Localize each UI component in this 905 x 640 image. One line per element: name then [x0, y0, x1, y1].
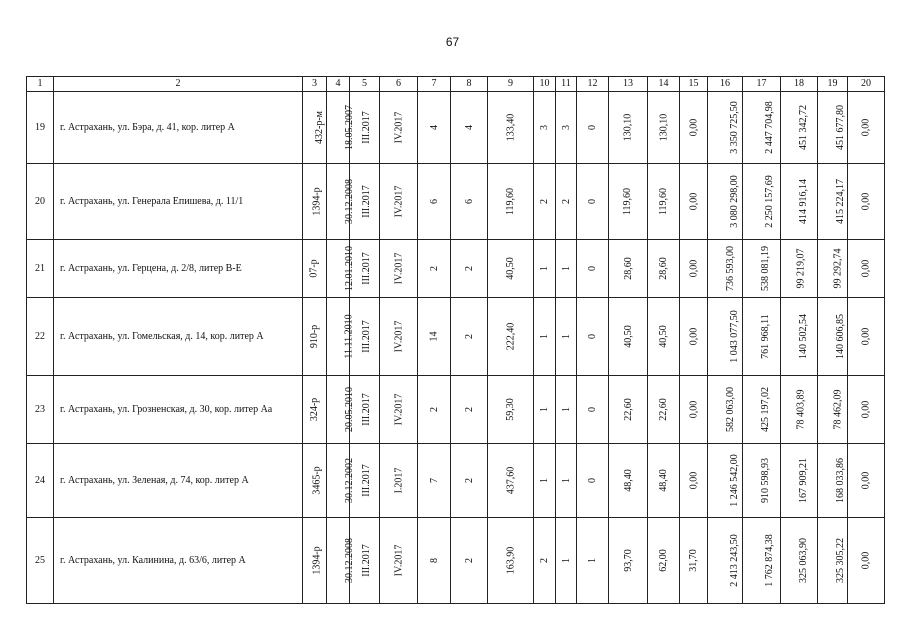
cell-value: 93,70 — [622, 549, 634, 572]
cell-value: 1 246 542,00 — [728, 454, 740, 507]
cell-value: 0,00 — [860, 192, 872, 211]
cell-value: 0 — [587, 199, 598, 204]
table-cell — [743, 444, 781, 518]
cell-value: 910 598,93 — [760, 458, 771, 503]
cell-value: 0,00 — [860, 118, 872, 137]
table-cell — [708, 518, 743, 604]
cell-value: 28,60 — [658, 257, 669, 280]
table-cell — [818, 164, 848, 240]
column-number-header: 13 — [609, 77, 648, 92]
table-cell — [534, 298, 556, 376]
table-cell — [556, 444, 577, 518]
cell-value: I.2017 — [393, 467, 404, 494]
table-cell — [818, 92, 848, 164]
cell-value: 1 — [560, 478, 572, 483]
cell-value: 99 219,07 — [795, 248, 807, 289]
row-number-cell: 23 — [27, 376, 54, 444]
row-number-cell: 22 — [27, 298, 54, 376]
column-number-header: 14 — [648, 77, 680, 92]
cell-value: IV.2017 — [392, 252, 404, 285]
cell-value: 1 — [539, 407, 550, 412]
column-number-header: 12 — [577, 77, 609, 92]
cell-value: IV.2017 — [392, 320, 404, 353]
table-cell — [818, 298, 848, 376]
cell-value: 2 250 157,69 — [763, 175, 775, 228]
table-cell — [609, 164, 648, 240]
column-number-header: 9 — [488, 77, 534, 92]
table-cell — [609, 240, 648, 298]
table-cell — [303, 444, 327, 518]
cell-value: 2 — [539, 199, 550, 204]
cell-value: 0 — [587, 407, 598, 412]
table-cell — [680, 298, 708, 376]
table-cell — [781, 518, 818, 604]
cell-value: 78 462,09 — [832, 389, 844, 430]
table-cell — [451, 444, 488, 518]
table-cell — [556, 298, 577, 376]
cell-value: 22,60 — [658, 398, 669, 421]
row-number-cell: 25 — [27, 518, 54, 604]
table-cell — [418, 164, 451, 240]
cell-value: 119,60 — [504, 187, 516, 216]
table-cell — [609, 376, 648, 444]
address-cell: г. Астрахань, ул. Калинина, д. 63/6, литер А — [54, 518, 303, 604]
cell-value: 14 — [428, 331, 440, 342]
cell-value: 1 762 874,38 — [763, 534, 775, 587]
cell-value: 30.12.2008 — [344, 538, 355, 583]
table-cell — [648, 376, 680, 444]
cell-value: 2 — [428, 407, 440, 412]
table-cell — [534, 376, 556, 444]
table-cell — [781, 240, 818, 298]
table-cell — [609, 298, 648, 376]
cell-value: 3 — [560, 125, 572, 130]
table-cell — [488, 164, 534, 240]
cell-value: 1 — [560, 266, 572, 271]
table-cell — [556, 518, 577, 604]
cell-value: 2 — [539, 558, 550, 563]
table-cell — [781, 164, 818, 240]
table-cell — [380, 164, 418, 240]
cell-value: 1394-р — [311, 546, 323, 575]
table-cell — [451, 518, 488, 604]
table-cell — [848, 92, 885, 164]
column-number-header: 5 — [350, 77, 380, 92]
cell-value: 1 043 077,50 — [728, 310, 740, 363]
table-cell — [648, 240, 680, 298]
cell-value: 222,40 — [505, 322, 516, 351]
table-cell — [648, 164, 680, 240]
cell-value: 0,00 — [688, 118, 699, 137]
cell-value: 8 — [428, 558, 440, 563]
table-cell — [743, 376, 781, 444]
table-cell — [380, 376, 418, 444]
table-cell — [743, 92, 781, 164]
table-cell — [577, 240, 609, 298]
table-cell — [380, 240, 418, 298]
address-cell: г. Астрахань, ул. Зеленая, д. 74, кор. литер А — [54, 444, 303, 518]
table-row — [27, 92, 885, 164]
header-row — [27, 77, 885, 92]
cell-value: 451 342,72 — [798, 105, 809, 150]
cell-value: IV.2017 — [392, 393, 404, 426]
cell-value: 20.05.2010 — [344, 387, 355, 432]
cell-value: 18.05.2007 — [344, 105, 355, 150]
table-cell — [708, 444, 743, 518]
cell-value: 62,00 — [658, 549, 669, 572]
cell-value: 40,50 — [658, 325, 669, 348]
column-number-header: 3 — [303, 77, 327, 92]
cell-value: 0 — [587, 125, 598, 130]
cell-value: 325 305,22 — [835, 538, 846, 583]
column-number-header: 16 — [708, 77, 743, 92]
table-cell — [781, 376, 818, 444]
table-cell — [303, 164, 327, 240]
cell-value: 425 197,02 — [760, 387, 771, 432]
address-cell: г. Астрахань, ул. Грозненская, д. 30, кор. литер Аа — [54, 376, 303, 444]
table-cell — [303, 518, 327, 604]
table-cell — [781, 298, 818, 376]
cell-value: 78 403,89 — [795, 389, 807, 430]
column-number-header: 11 — [556, 77, 577, 92]
table-cell — [534, 444, 556, 518]
table-cell — [708, 92, 743, 164]
cell-value: 22,60 — [622, 398, 634, 421]
table-cell — [327, 240, 355, 298]
table-cell — [488, 518, 534, 604]
cell-value: 163,90 — [505, 546, 516, 575]
table-cell — [680, 518, 708, 604]
cell-value: 140 606,85 — [835, 314, 846, 359]
cell-value: 415 224,17 — [835, 179, 846, 224]
table-cell — [680, 376, 708, 444]
table-cell — [451, 298, 488, 376]
table-cell — [380, 518, 418, 604]
table-cell — [451, 92, 488, 164]
table-cell — [743, 240, 781, 298]
table-cell — [708, 298, 743, 376]
cell-value: 0 — [587, 334, 598, 339]
cell-value: IV.2017 — [392, 111, 404, 144]
table-cell — [743, 518, 781, 604]
address-cell: г. Астрахань, ул. Бэра, д. 41, кор. литер А — [54, 92, 303, 164]
cell-value: 6 — [463, 199, 475, 204]
table-cell — [488, 376, 534, 444]
cell-value: 7 — [428, 478, 440, 483]
cell-value: 140 502,54 — [798, 314, 809, 359]
table-cell — [327, 444, 355, 518]
column-number-header: 6 — [380, 77, 418, 92]
table-row — [27, 444, 885, 518]
table-cell — [680, 240, 708, 298]
table-cell — [418, 376, 451, 444]
cell-value: 48,40 — [658, 469, 669, 492]
cell-value: 167 909,21 — [798, 458, 809, 503]
table-cell — [577, 376, 609, 444]
cell-value: 325 063,90 — [798, 538, 809, 583]
cell-value: 2 — [428, 266, 440, 271]
cell-value: 28,60 — [622, 257, 634, 280]
cell-value: 4 — [428, 125, 440, 130]
table-cell — [451, 164, 488, 240]
cell-value: 0,00 — [688, 400, 699, 419]
cell-value: 40,50 — [622, 325, 634, 348]
column-number-header: 8 — [451, 77, 488, 92]
cell-value: 40,50 — [505, 257, 516, 280]
cell-value: 2 — [463, 558, 475, 563]
table-cell — [303, 240, 327, 298]
table-cell — [680, 92, 708, 164]
cell-value: 3 080 298,00 — [728, 175, 740, 228]
cell-value: 0,00 — [688, 327, 699, 346]
table-cell — [648, 518, 680, 604]
cell-value: 0 — [587, 478, 598, 483]
table-cell — [534, 164, 556, 240]
table-cell — [848, 518, 885, 604]
table-cell — [818, 376, 848, 444]
table-cell — [418, 92, 451, 164]
cell-value: 3 — [539, 125, 550, 130]
table-cell — [556, 92, 577, 164]
cell-value: 2 — [463, 334, 475, 339]
cell-value: 1394-р — [311, 187, 323, 216]
table-cell — [818, 240, 848, 298]
table-cell — [418, 444, 451, 518]
cell-value: 1 — [587, 558, 598, 563]
table-cell — [648, 298, 680, 376]
table-cell — [609, 518, 648, 604]
table-cell — [303, 298, 327, 376]
column-number-header: 15 — [680, 77, 708, 92]
cell-value: 2 413 243,50 — [728, 534, 740, 587]
row-number-cell: 24 — [27, 444, 54, 518]
table-cell — [680, 164, 708, 240]
table-cell — [327, 164, 355, 240]
table-cell — [609, 444, 648, 518]
table-cell — [781, 444, 818, 518]
cell-value: 761 968,11 — [759, 314, 771, 359]
column-number-header: 1 — [27, 77, 54, 92]
table-cell — [577, 164, 609, 240]
table-cell — [418, 298, 451, 376]
table-cell — [648, 92, 680, 164]
cell-value: 48,40 — [622, 469, 634, 492]
table-cell — [534, 518, 556, 604]
cell-value: 119,60 — [657, 187, 669, 216]
cell-value: 3 350 725,50 — [728, 101, 740, 154]
column-number-header: 4 — [327, 77, 350, 92]
table-cell — [781, 92, 818, 164]
table-cell — [818, 444, 848, 518]
cell-value: 133,40 — [505, 113, 516, 142]
table-cell — [451, 240, 488, 298]
cell-value: III.2017 — [360, 111, 372, 144]
column-number-header: 10 — [534, 77, 556, 92]
cell-value: 12.01.2010 — [344, 246, 355, 291]
cell-value: 538 081,19 — [760, 246, 771, 291]
cell-value: 324-р — [309, 397, 321, 422]
address-cell: г. Астрахань, ул. Гомельская, д. 14, кор. литер А — [54, 298, 303, 376]
table-cell — [327, 298, 355, 376]
cell-value: 2 447 704,98 — [763, 101, 775, 154]
cell-value: 0,00 — [860, 471, 872, 490]
cell-value: 130,10 — [622, 113, 634, 142]
cell-value: 2 — [560, 199, 572, 204]
address-cell: г. Астрахань, ул. Герцена, д. 2/8, литер В-Е — [54, 240, 303, 298]
cell-value: 59,30 — [505, 398, 516, 421]
cell-value: III.2017 — [360, 393, 372, 426]
table-cell — [488, 444, 534, 518]
table-row — [27, 376, 885, 444]
table-cell — [534, 92, 556, 164]
table-cell — [708, 164, 743, 240]
table-cell — [848, 298, 885, 376]
housing-register-table — [26, 76, 885, 604]
cell-value: 0,00 — [688, 259, 699, 278]
cell-value: 451 677,80 — [835, 105, 846, 150]
table-cell — [488, 240, 534, 298]
cell-value: 99 292,74 — [832, 248, 844, 289]
cell-value: 736 593,00 — [725, 246, 736, 291]
column-number-header: 19 — [818, 77, 848, 92]
table-cell — [577, 518, 609, 604]
cell-value: 582 063,00 — [725, 387, 736, 432]
column-number-header: 2 — [54, 77, 303, 92]
cell-value: 2 — [463, 407, 475, 412]
cell-value: 11.11.2010 — [343, 314, 355, 359]
cell-value: 07-р — [309, 259, 320, 278]
cell-value: IV.2017 — [392, 185, 404, 218]
table-cell — [848, 444, 885, 518]
page-number: 67 — [445, 35, 460, 49]
cell-value: IV.2017 — [392, 544, 404, 577]
cell-value: 31,70 — [688, 549, 699, 572]
cell-value: 437,60 — [505, 466, 516, 495]
cell-value: 3465-р — [311, 466, 323, 495]
table-cell — [488, 92, 534, 164]
table-cell — [303, 92, 327, 164]
address-cell: г. Астрахань, ул. Генерала Епишева, д. 11/1 — [54, 164, 303, 240]
table-row — [27, 298, 885, 376]
cell-value: 1 — [560, 558, 572, 563]
table-cell — [303, 376, 327, 444]
column-number-header: 7 — [418, 77, 451, 92]
table-cell — [577, 92, 609, 164]
cell-value: 0,00 — [860, 400, 872, 419]
cell-value: 1 — [560, 407, 572, 412]
cell-value: 0,00 — [860, 327, 872, 346]
cell-value: 1 — [539, 334, 550, 339]
table-cell — [648, 444, 680, 518]
cell-value: III.2017 — [360, 252, 372, 285]
table-row — [27, 518, 885, 604]
cell-value: 30.12.2008 — [344, 179, 355, 224]
cell-value: 2 — [463, 266, 475, 271]
table-cell — [848, 376, 885, 444]
table-cell — [556, 164, 577, 240]
column-number-header: 20 — [848, 77, 885, 92]
table-cell — [577, 298, 609, 376]
cell-value: 0,00 — [688, 471, 699, 490]
table-cell — [577, 444, 609, 518]
table-cell — [418, 240, 451, 298]
row-number-cell: 19 — [27, 92, 54, 164]
cell-value: 1 — [560, 334, 572, 339]
cell-value: 0,00 — [860, 551, 872, 570]
cell-value: 414 916,14 — [798, 179, 809, 224]
table-cell — [327, 376, 355, 444]
cell-value: 30.12.2002 — [344, 458, 355, 503]
table-cell — [708, 240, 743, 298]
table-cell — [380, 444, 418, 518]
table-cell — [451, 376, 488, 444]
table-cell — [708, 376, 743, 444]
table-cell — [556, 240, 577, 298]
cell-value: 130,10 — [658, 113, 669, 142]
table-cell — [848, 164, 885, 240]
table-cell — [743, 164, 781, 240]
table-row — [27, 240, 885, 298]
cell-value: 910-р — [309, 324, 321, 349]
table-cell — [418, 518, 451, 604]
table-cell — [327, 518, 355, 604]
table-cell — [556, 376, 577, 444]
cell-value: 1 — [539, 478, 550, 483]
column-number-header: 18 — [781, 77, 818, 92]
cell-value: 0,00 — [860, 259, 872, 278]
table-cell — [848, 240, 885, 298]
cell-value: 119,60 — [622, 187, 634, 216]
table-cell — [818, 518, 848, 604]
cell-value: III.2017 — [360, 320, 372, 353]
table-cell — [380, 298, 418, 376]
cell-value: 432-р-м — [314, 111, 325, 144]
table-cell — [380, 92, 418, 164]
row-number-cell: 21 — [27, 240, 54, 298]
cell-value: 4 — [463, 125, 475, 130]
table-cell — [743, 298, 781, 376]
table-cell — [488, 298, 534, 376]
cell-value: III.2017 — [360, 464, 372, 497]
table-cell — [534, 240, 556, 298]
table-cell — [327, 92, 355, 164]
cell-value: 0,00 — [688, 192, 699, 211]
cell-value: 1 — [539, 266, 550, 271]
column-number-header: 17 — [743, 77, 781, 92]
cell-value: 2 — [463, 478, 475, 483]
cell-value: 6 — [428, 199, 440, 204]
table-cell — [609, 92, 648, 164]
table-cell — [680, 444, 708, 518]
table-row — [27, 164, 885, 240]
cell-value: 168 033,86 — [835, 458, 846, 503]
cell-value: III.2017 — [360, 185, 372, 218]
cell-value: III.2017 — [360, 544, 372, 577]
row-number-cell: 20 — [27, 164, 54, 240]
cell-value: 0 — [587, 266, 598, 271]
